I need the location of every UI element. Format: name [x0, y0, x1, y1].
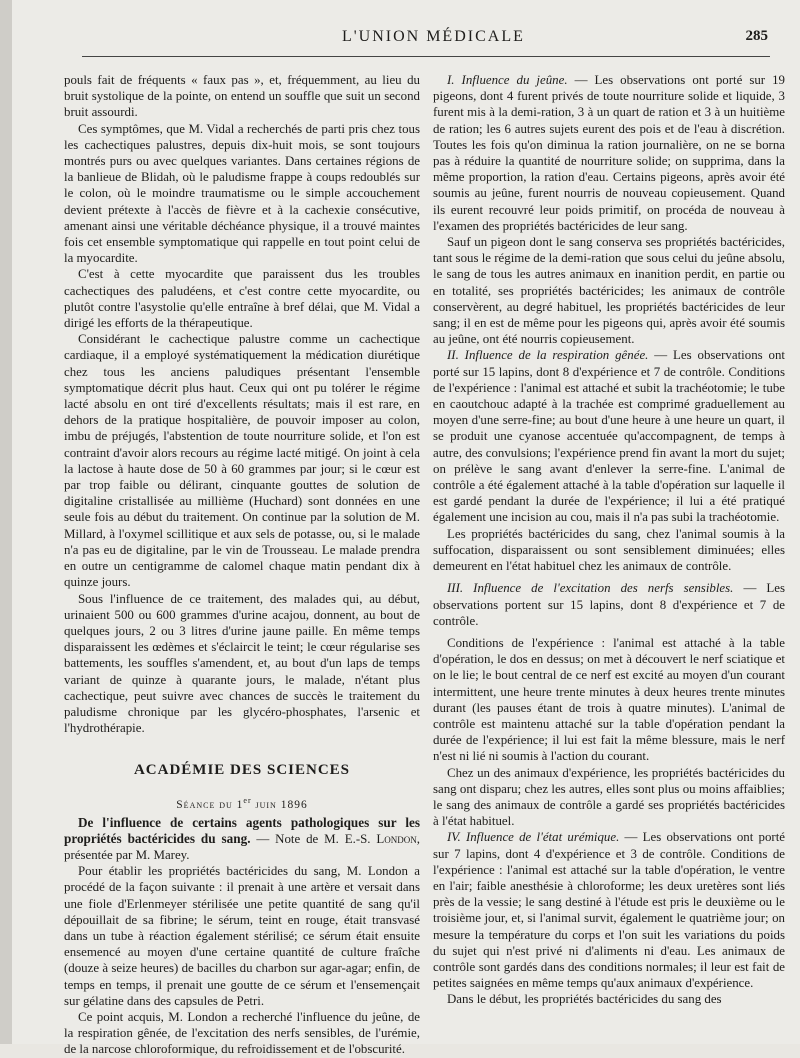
- left-column: [64, 72, 420, 1057]
- paragraph: Ces symptômes, que M. Vidal a recherchés de parti pris chez tous les cachectiques palustres, depuis dix-huit mois, se sont toujours montrés purs ou avec quelques variantes. Dans certaines régions de la banlieue de Blidah, où le paludisme frappe à coups redoublés sur le colon, où le moindre traumatisme ou le simple accouchement devient prétexte à l'accès de fièvre et à la cachexie consécutive, amenant ainsi une véritable déchéance physique, il a trouvé maintes fois cet ensemble symptomatique qui rappelle en tout point celui de la myocardite.: [64, 121, 420, 266]
- section-2-paragraph: [433, 347, 785, 525]
- section-1-heading: I. Influence du jeûne.: [447, 73, 568, 87]
- session-date-superscript: er: [243, 795, 252, 805]
- section-2-heading: II. Influence de la respiration gênée.: [447, 348, 649, 363]
- page-number: 285: [745, 28, 768, 44]
- article-author: London: [376, 831, 417, 846]
- right-column: [433, 72, 785, 1034]
- section-4-paragraph: [433, 829, 785, 991]
- page-header: [82, 28, 770, 52]
- paragraph: Considérant le cachectique palustre comme un cachectique cardiaque, il a employé systématiquement la médication diurétique chez tous les anciens paludiques présentant l'ensemble symptomatique décrit plus haut. Ceux qui ont pu tolérer le régime lacté absolu en ont tiré d'excellents résultats; mais il est rare, en dehors de la pratique hospitalière, de pouvoir imposer au colon, imbu de préjugés, l'abstention de toute nourriture solide, et l'on est contraint d'avoir alors recours au régime lacté mitigé. On joint à cela la lactose à haute dose de 50 à 60 grammes par jour; si le cœur est par trop faible ou délirant, cinquante gouttes de solution de digitaline cristallisée au millième (Huchard) sont données en une seule fois au début du traitement. On continue par la solution de M. Millard, à l'oxymel scillitique et aux sels de potasse, ou, si le malade n'a pas eu de digitaline, par le vin de Trousseau. Le malade prendra en outre un centigramme de calomel chaque matin pendant dix à quinze jours.: [64, 332, 420, 590]
- running-title: L'UNION MÉDICALE: [342, 28, 525, 45]
- paragraph: Ce point acquis, M. London a recherché l'influence du jeûne, de la respiration gênée, de l'excitation des nerfs sensibles, de l'urémie, de la narcose chloroformique, du refroidissement et de l'obscurité.: [64, 1010, 420, 1057]
- paragraph: Pour établir les propriétés bactéricides du sang, M. London a procédé de la façon suivante : il prenait à une artère et versait dans une fiole d'Erlenmeyer stérilisée une petite quantité de sang qu'il dépouillait de sa fibrine; le sérum, teint en rouge, était transvasé dans un tube à réaction également stérilisé; ce sérum était ensuite ensemencé au moyen d'une certaine quantité de culture fraîche (douze à seize heures) de bacilles du charbon sur agar-agar; enfin, de temps en temps, il prenait une goutte de ce sérum et l'ensemençait sur gélatine dans des capsules de Petri.: [64, 864, 420, 1008]
- session-date-prefix: Séance du 1: [176, 798, 244, 811]
- section-1-paragraph: [433, 72, 785, 234]
- session-date: [64, 793, 420, 813]
- paragraph: Les propriétés bactéricides du sang, chez l'animal soumis à la suffocation, disparaissent ou sont sensiblement diminuées; elles demeurent en l'état habituel chez les animaux de contrôle.: [433, 526, 785, 574]
- section-4-heading: IV. Influence de l'état urémique.: [447, 830, 620, 845]
- paragraph: Conditions de l'expérience : l'animal est attaché à la table d'opération, le dos en dessus; on met à découvert le nerf sciatique et on le lie; le bout central de ce nerf est excité au moyen d'un courant intermittent, une heure trente minutes à deux heures trente minutes durant (les pauses étant de trois à quatre minutes). L'animal de contrôle est maintenu attaché sur la table d'opération pendant la durée de l'expérience; il lui est fait la même blessure, mais le nerf n'est ni lié ni soumis à l'action du courant.: [433, 635, 785, 764]
- paragraph: Sauf un pigeon dont le sang conserva ses propriétés bactéricides, tant sous le régime de la demi-ration que sous celui du jeûne absolu, le sang de tous les autres animaux en inanition perdit, en partie ou en totalité, ses propriétés bactéricides; les animaux de contrôle conservèrent, au degré habituel, les propriétés bactéricides de leur sang; il en est de même pour les pigeons qui, après avoir été soumis au jeûne, ont été nourris copieusement.: [433, 235, 785, 347]
- paragraph: Chez un des animaux d'expérience, les propriétés bactéricides du sang ont disparu; chez les autres, elles sont plus ou moins affaiblies; le sang des animaux de contrôle a gardé ses propriétés bactéricides à l'état habituel.: [433, 765, 785, 829]
- session-date-suffix: juin 1896: [251, 798, 308, 811]
- paragraph: Dans le début, les propriétés bactéricides du sang des: [447, 992, 722, 1007]
- section-title: ACADÉMIE DES SCIENCES: [133, 762, 351, 779]
- section-2-text: — Les observations ont porté sur 15 lapins, dont 8 d'expérience et 7 de contrôle. Conditions de l'expérience : l'animal est attaché et subit la trachéotomie; le tube en caoutchouc adapté à la trachée est comprimé graduellement au moyen d'une serre-fine; au bout d'une heure à une heure un quart, il se produit une cyanose accentuée qu'accompagnent, de temps à autre, des convulsions; l'expérience prend fin avant la mort du sujet; on prélève le sang avant d'enlever la serre-fine. L'animal de contrôle a été également attaché à la table d'opération sur laquelle il est gardé pendant la durée de l'expérience; il lui a été pratiqué également une incision au cou, mais il n'a pas subi la trachéotomie.: [433, 348, 785, 525]
- article-byline-part: , présentée par M. Marey.: [64, 831, 420, 862]
- section-3-heading: III. Influence de l'excitation des nerfs sensibles.: [447, 581, 734, 596]
- section-4-text: — Les observations ont porté sur 7 lapins, dont 4 d'expérience et 3 de contrôle. Conditions de l'expérience : l'animal est attaché sur la table d'opération, le ventre en l'air; faible anesthésie à chloroforme; les deux uretères sont liés près de la vessie; le sang destiné à l'étude est pris le deuxième ou le troisième jour, et, si l'animal survit, également le quatrième jour; on mesure la température du corps et l'on suit les variations du poids du sujet qui n'est privé ni d'aliments ni d'eau. Les animaux de contrôle sont gardés dans des conditions normales; il leur est fait de petites saignées en même temps qu'aux animaux d'expérience.: [433, 830, 785, 991]
- article-title: De l'influence de certains agents pathologiques sur les propriétés bactéricides du sang.: [64, 814, 420, 846]
- header-rule: [82, 56, 770, 57]
- section-3-text: — Les observations portent sur 15 lapins, dont 8 d'expérience et 7 de contrôle.: [433, 581, 785, 628]
- paragraph: Sous l'influence de ce traitement, des malades qui, au début, urinaient 500 ou 600 grammes d'urine acajou, donnent, au bout de quelques jours, 2 ou 3 litres d'urine jaune paille. En même temps disparaissent les œdèmes et s'éclaircit le teint; le cœur régularise ses battements, les souffles s'amendent, et, au bout d'un laps de temps variant de quinze à quarante jours, le malade, n'étant plus cachectique, peut suivre avec chances de succès le traitement du paludisme chronique par les glycéro-phosphates, l'arsenic et l'hydrothérapie.: [64, 591, 420, 736]
- paragraph: pouls fait de fréquents « faux pas », et, fréquemment, au lieu du bruit systolique de la pointe, on entend un souffle que suit un second bruit assourdi.: [64, 73, 420, 120]
- article-byline-part: — Note de M. E.-S.: [250, 831, 377, 846]
- article-heading: [64, 815, 420, 864]
- section-3-paragraph: [433, 580, 785, 629]
- section-1-text: — Les observations ont porté sur 19 pigeons, dont 4 furent privés de toute nourriture solide et liquide, 3 furent mis à la demi-ration, 3 à un quart de ration et 3 à un huitième de ration; les 6 autres sujets eurent des pois et de l'eau à discrétion. Toutes les fois qu'on diminua la ration journalière, on ne se borna pas à réduire la quantité de nourriture solide; on supprima, dans la même proportion, la ration d'eau. Certains pigeons, après avoir été soumis au jeûne, furent nourris de nouveau copieusement. Quand ils eurent recouvré leur poids primitif, on procéda de nouveau à l'examen des propriétés bactéricides de leur sang.: [433, 73, 786, 233]
- paragraph: C'est à cette myocardite que paraissent dus les troubles cachectiques des paludéens, et c'est contre cette myocardite, ou plutôt contre l'asystolie qu'elle entraîne à bref délai, que M. Vidal a dirigé les efforts de la thérapeutique.: [64, 267, 420, 331]
